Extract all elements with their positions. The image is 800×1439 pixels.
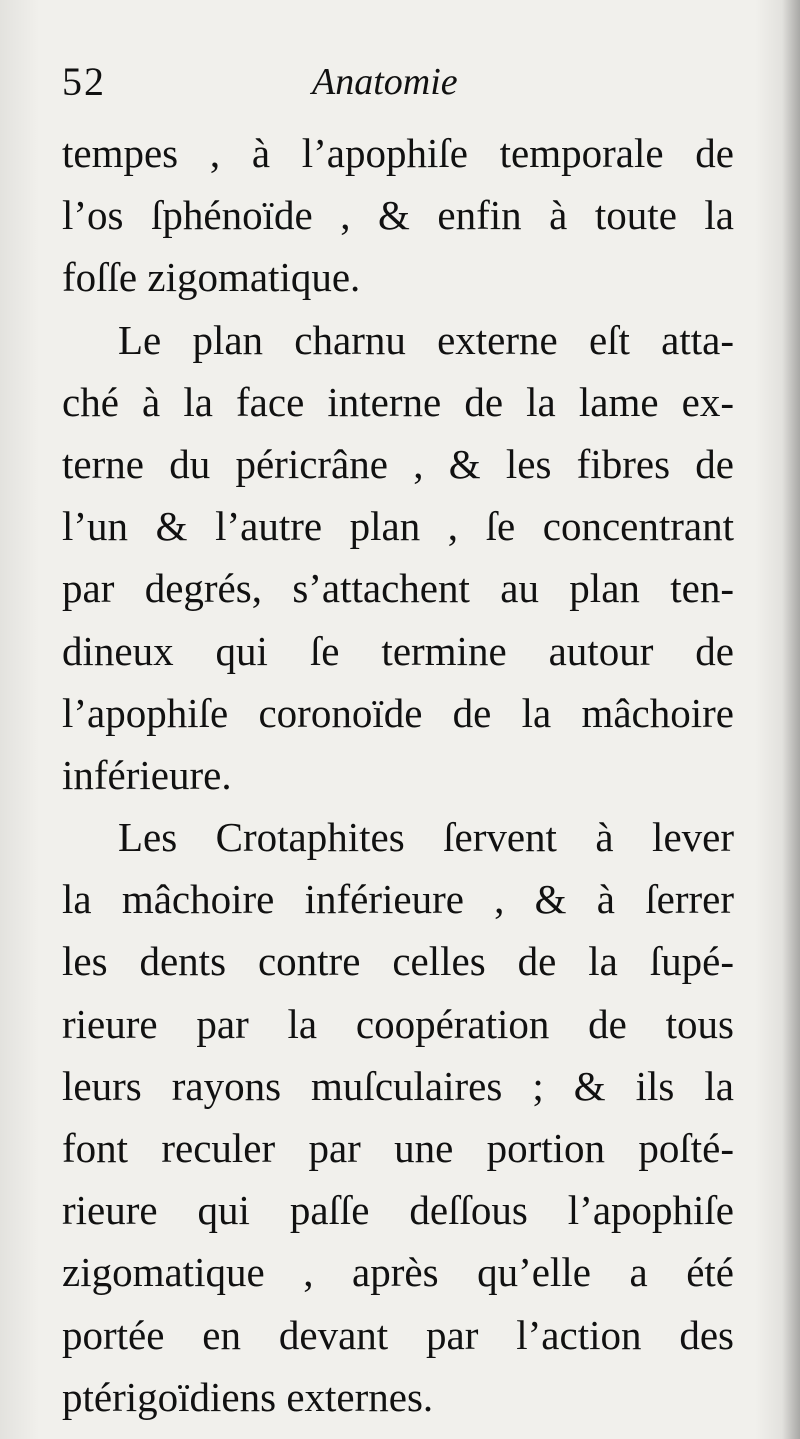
text-line: tempes , à l’apophiſe temporale de [62, 130, 734, 176]
text-line: par degrés, s’attachent au plan ten- [62, 565, 734, 612]
text-line: inférieure. [62, 751, 232, 798]
text-line: la mâchoire inférieure , & à ſerrer [62, 876, 734, 923]
running-head [62, 52, 742, 112]
running-head-title: Anatomie [312, 61, 458, 103]
text-line: l’apophiſe coronoïde de la mâchoire [62, 689, 734, 736]
text-line: l’os ſphénoïde , & enfin à toute la [62, 192, 734, 239]
text-line: dineux qui ſe termine autour de [62, 627, 734, 674]
text-line: Les Crotaphites ſervent à lever [118, 814, 734, 861]
text-line: terne du péricrâne , & les fibres de [62, 440, 734, 487]
text-line: l’un & l’autre plan , ſe concentrant [62, 503, 734, 550]
text-line: leurs rayons muſculaires ; & ils la [62, 1062, 734, 1109]
text-line: foſſe zigomatique. [62, 254, 361, 301]
text-line: portée en devant par l’action des [62, 1311, 734, 1358]
text-line: font reculer par une portion poſté- [62, 1125, 734, 1171]
page-number: 52 [62, 59, 106, 104]
text-line: les dents contre celles de la ſupé- [62, 938, 734, 985]
body-text [62, 122, 734, 1428]
page-edge-shadow [782, 0, 800, 1439]
text-line: Le plan charnu externe eſt atta- [118, 316, 734, 363]
text-line: ché à la face interne de la lame ex- [62, 378, 734, 425]
text-line: zigomatique , après qu’elle a été [62, 1249, 734, 1296]
text-line: rieure par la coopération de tous [62, 1000, 734, 1047]
text-line: rieure qui paſſe deſſous l’apophiſe [62, 1187, 734, 1234]
text-line: ptérigoïdiens externes. [62, 1373, 434, 1420]
